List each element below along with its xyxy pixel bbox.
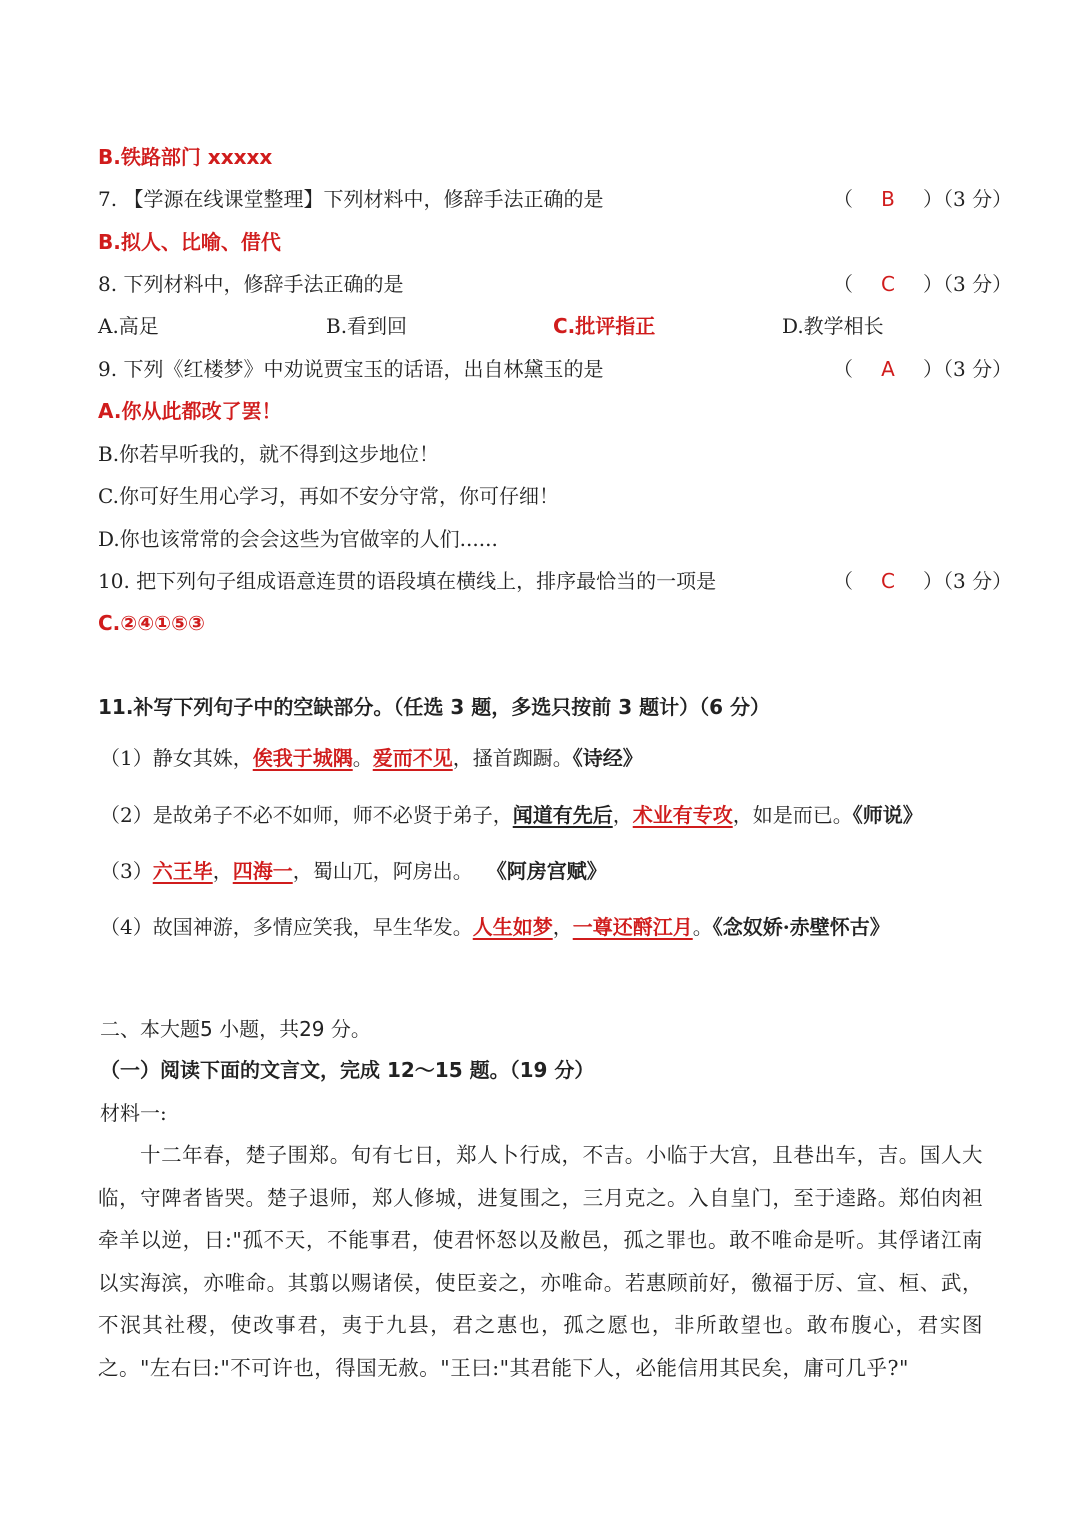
q7-paren-open: （ <box>833 187 853 211</box>
section-2-title: 二、本大题5 小题，共29 分。 <box>100 1017 371 1041</box>
q8-option-d: D.教学相长 <box>782 314 884 338</box>
q10-paren-close: ）（3 分） <box>923 569 1013 593</box>
q8-option-b: B.看到回 <box>326 314 408 338</box>
q8-paren-open: （ <box>833 272 853 296</box>
material-label: 材料一: <box>100 1101 167 1125</box>
q9-option-a: A.你从此都改了罢！ <box>98 399 282 423</box>
item-text: ，搔首踟蹰。 <box>452 746 573 770</box>
fill-answer: 六王毕 <box>152 859 213 883</box>
q10-answer-box <box>833 567 1012 595</box>
q9-paren-open: （ <box>833 357 853 381</box>
q8-stem: 8. 下列材料中，修辞手法正确的是 <box>98 272 404 296</box>
item-source: 《阿房宫赋》 <box>486 859 607 883</box>
q6-answer-b: B.铁路部门 xxxxx <box>98 145 273 169</box>
q8-answer-box <box>833 270 1012 298</box>
q11-item-1 <box>100 744 643 772</box>
fill-answer: 俟我于城隅 <box>252 746 353 770</box>
item-text: 静女其姝， <box>152 746 253 770</box>
fill-answer: 术业有专攻 <box>632 803 733 827</box>
item-source: 《念奴娇·赤壁怀古》 <box>712 915 890 939</box>
item-text: ， <box>212 859 233 883</box>
item-text: 。 <box>692 915 713 939</box>
q7-paren-close: ）（3 分） <box>923 187 1013 211</box>
item-source: 《师说》 <box>852 803 923 827</box>
q7-stem: 7. 【学源在线课堂整理】下列材料中，修辞手法正确的是 <box>98 187 604 211</box>
fill-answer: 人生如梦 <box>472 915 553 939</box>
q8-option-a: A.高足 <box>98 314 159 338</box>
q9-option-c: C.你可好生用心学习，再如不安分守常，你可仔细！ <box>98 484 559 508</box>
q10-answer: C <box>881 569 895 593</box>
q9-option-d: D.你也该常常的会会这些为官做宰的人们...... <box>98 527 498 551</box>
classical-passage: 十二年春，楚子围郑。旬有七日，郑人卜行成，不吉。小临于大宫，且巷出车，吉。国人大临，守陴者皆哭。楚子退师，郑人修城，进复围之，三月克之。入自皇门，至于逵路。郑伯肉袒牵羊以逆，日:"孤不天，不能事君，使君怀怒以及敝邑，孤之罪也。敢不唯命是听。其俘诸江南以实海滨，亦唯命。其翦以赐诸侯，使臣妾之，亦唯命。若惠顾前好，徼福于厉、宣、桓、武，不泯其社稷，使改事君，夷于九县，君之惠也，孤之愿也，非所敢望也。敢布腹心，君实图之。"左右曰:"不可许也，得国无赦。"王曰:"其君能下人，必能信用其民矣，庸可几乎?" <box>98 1143 983 1380</box>
fill-answer: 四海一 <box>232 859 293 883</box>
q11-stem: 11.补写下列句子中的空缺部分。（任选 3 题，多选只按前 3 题计）（6 分） <box>98 695 770 719</box>
q8-option-c: C.批评指正 <box>553 314 656 338</box>
item-text: ，如是而已。 <box>732 803 853 827</box>
item-number: （4） <box>100 915 153 939</box>
fill-answer: 一尊还酹江月 <box>572 915 693 939</box>
item-number: （1） <box>100 746 153 770</box>
fill-answer: 闻道有先后 <box>512 803 613 827</box>
item-text: ，蜀山兀，阿房出。 <box>292 859 473 883</box>
q9-answer-box <box>833 355 1012 383</box>
q8-answer: C <box>881 272 895 296</box>
q10-answer-line: C.②④①⑤③ <box>98 611 205 635</box>
item-number: （3） <box>100 859 153 883</box>
q11-item-3 <box>100 857 607 885</box>
item-text: ， <box>552 915 573 939</box>
q7-answer-box <box>833 185 1012 213</box>
q7-answer-line: B.拟人、比喻、借代 <box>98 230 281 254</box>
q9-stem: 9. 下列《红楼梦》中劝说贾宝玉的话语，出自林黛玉的是 <box>98 357 604 381</box>
q9-option-b: B.你若早听我的，就不得到这步地位！ <box>98 442 440 466</box>
section-2-subtitle: （一）阅读下面的文言文，完成 12～15 题。（19 分） <box>100 1058 595 1082</box>
fill-answer: 爱而不见 <box>372 746 453 770</box>
item-text: 故国神游，多情应笑我，早生华发。 <box>152 915 473 939</box>
q9-answer: A <box>881 357 895 381</box>
q9-paren-close: ）（3 分） <box>923 357 1013 381</box>
item-text: 是故弟子不必不如师，师不必贤于弟子， <box>152 803 513 827</box>
q10-stem: 10. 把下列句子组成语意连贯的语段填在横线上，排序最恰当的一项是 <box>98 569 717 593</box>
item-text: ， <box>612 803 633 827</box>
q11-item-2 <box>100 801 923 829</box>
q10-paren-open: （ <box>833 569 853 593</box>
item-number: （2） <box>100 803 153 827</box>
item-source: 《诗经》 <box>572 746 643 770</box>
q7-answer: B <box>881 187 895 211</box>
q11-item-4 <box>100 913 890 941</box>
q8-paren-close: ）（3 分） <box>923 272 1013 296</box>
item-text: 。 <box>352 746 373 770</box>
